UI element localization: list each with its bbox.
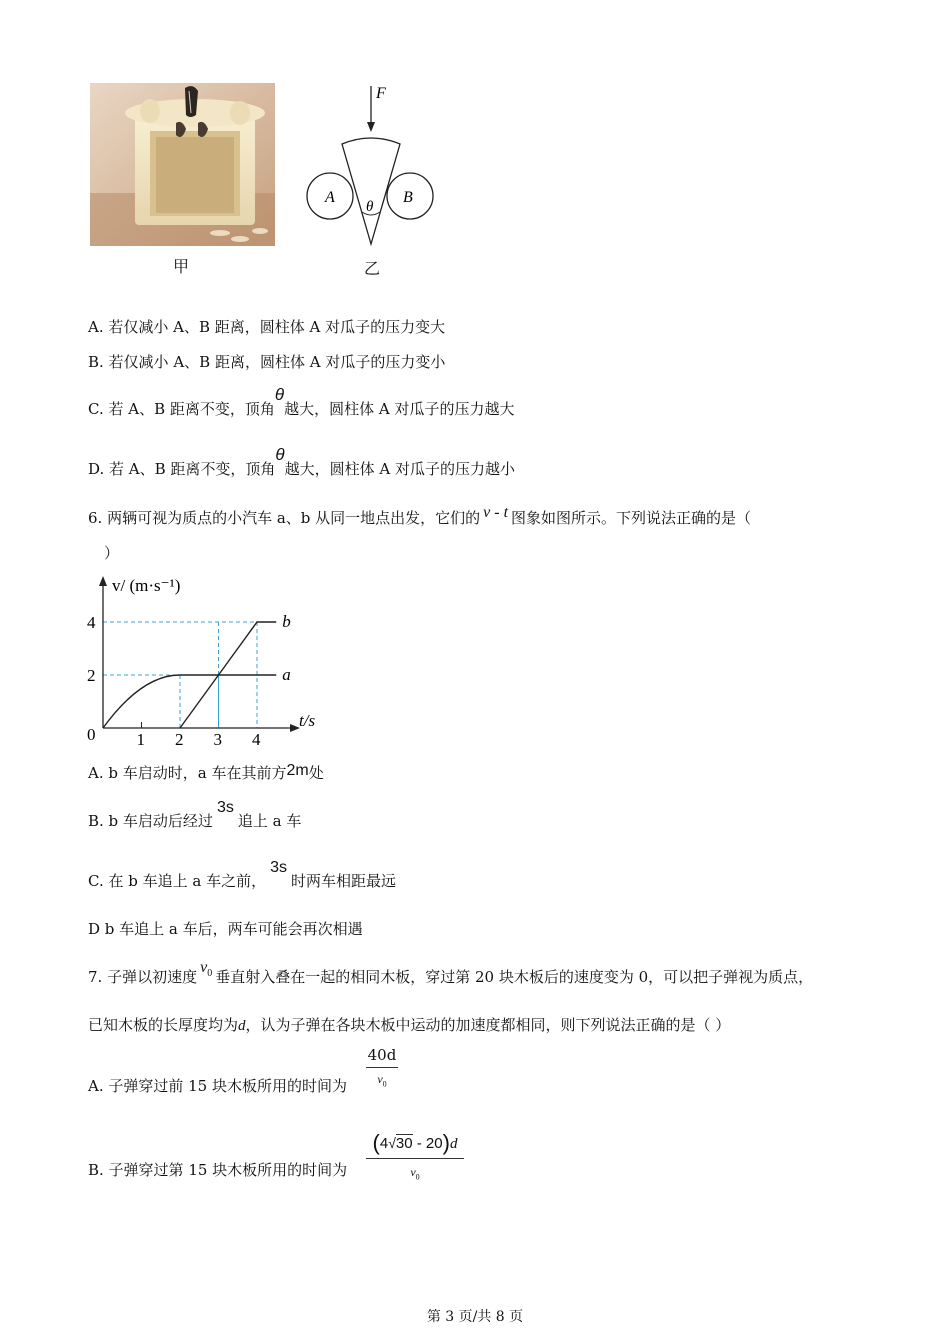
x-axis-label: t/s — [299, 711, 316, 730]
q6-option-a-pre: A. b 车启动时，a 车在其前方 — [88, 764, 287, 782]
q7-line1-post: 垂直射入叠在一起的相同木板，穿过第 20 块木板后的速度变为 0，可以把子弹视为质点， — [215, 968, 814, 986]
q6-option-b-val: 3s — [216, 799, 234, 816]
d-symbol: d — [238, 1018, 246, 1034]
q6-option-c-pre: C. 在 b 车追上 a 车之前， — [88, 872, 267, 890]
seed-cracker-photo — [90, 83, 275, 246]
diagram-caption: 乙 — [364, 259, 381, 278]
q5-option-c-post: 越大，圆柱体 A 对瓜子的压力越大 — [284, 400, 515, 418]
y-tick-label: 4 — [87, 613, 96, 632]
q6-option-d: D b 车追上 a 车后，两车可能会再次相遇 — [88, 920, 363, 938]
q7-option-a-fraction — [366, 1046, 398, 1088]
cylinder-b-label: B — [403, 189, 413, 206]
q6-stem-post: 图象如图所示。下列说法正确的是（ — [511, 509, 752, 527]
photo-caption: 甲 — [173, 257, 190, 276]
force-diagram — [300, 78, 450, 278]
q6-stem — [88, 504, 752, 528]
q7-option-b-fraction — [366, 1128, 464, 1181]
q6-option-a-val: 2m — [286, 762, 309, 779]
series-a-line — [103, 675, 276, 728]
q5-option-a: A. 若仅减小 A、B 距离，圆柱体 A 对瓜子的压力变大 — [88, 318, 446, 336]
q6-option-a-post: 处 — [308, 764, 324, 782]
q5-option-c — [88, 385, 515, 419]
vt-chart — [80, 572, 340, 752]
origin-label: 0 — [87, 725, 96, 744]
angle-label: θ — [366, 199, 374, 215]
q6-option-c-post: 时两车相距最远 — [291, 872, 397, 890]
x-tick-label: 4 — [252, 730, 261, 749]
q7-line2 — [88, 1014, 730, 1035]
fraction-denominator: $v_0$ — [377, 1072, 387, 1089]
photo-figure — [90, 83, 275, 246]
q7-option-a: A. 子弹穿过前 15 块木板所用的时间为 — [88, 1077, 347, 1095]
q5-option-d — [88, 445, 516, 479]
v0-symbol: $v_0$ — [200, 959, 213, 980]
cylinder-a-label: A — [325, 189, 335, 206]
x-tick-label: 2 — [175, 730, 184, 749]
x-tick-label: 1 — [136, 730, 145, 749]
q7-line1-pre: 7. 子弹以初速度 — [88, 968, 198, 986]
q6-stem-close: ） — [104, 544, 120, 562]
q6-option-a — [88, 762, 324, 783]
y-tick-label: 2 — [87, 666, 96, 685]
y-axis-label: v/ (m·s⁻¹) — [112, 576, 181, 595]
q5-option-d-pre: D. 若 A、B 距离不变，顶角 — [88, 460, 276, 478]
theta-symbol: θ — [274, 385, 285, 404]
series-a-label: a — [282, 665, 291, 684]
x-tick-label: 3 — [213, 730, 222, 749]
q7-line2-post: ，认为子弹在各块木板中运动的加速度都相同，则下列说法正确的是（ ） — [245, 1016, 731, 1034]
q5-option-b: B. 若仅减小 A、B 距离，圆柱体 A 对瓜子的压力变小 — [88, 353, 446, 371]
q7-line2-pre: 已知木板的长厚度均为 — [88, 1016, 239, 1034]
q7-option-b: B. 子弹穿过第 15 块木板所用的时间为 — [88, 1161, 348, 1179]
y-axis-arrow — [99, 576, 107, 586]
q6-option-c-val: 3s — [270, 859, 288, 876]
vt-symbol: v - t — [483, 504, 509, 521]
force-label: F — [376, 85, 386, 102]
q6-option-b-post: 追上 a 车 — [237, 812, 302, 830]
fraction-numerator: 40d — [367, 1046, 397, 1064]
series-b-label: b — [282, 612, 291, 631]
q7-line1 — [88, 959, 814, 989]
q6-option-b-pre: B. b 车启动后经过 — [88, 812, 213, 830]
q6-stem-pre: 6. 两辆可视为质点的小汽车 a、b 从同一地点出发，它们的 — [88, 509, 481, 527]
fraction-numerator: (4√30 - 20)d — [372, 1130, 458, 1155]
q5-option-c-pre: C. 若 A、B 距离不变，顶角 — [88, 400, 275, 418]
q6-option-b — [88, 799, 302, 831]
q5-option-d-post: 越大，圆柱体 A 对瓜子的压力越小 — [284, 460, 516, 478]
page-footer: 第 3 页/共 8 页 — [426, 1309, 524, 1325]
fraction-denominator: $v_0$ — [410, 1165, 420, 1182]
theta-symbol: θ — [275, 445, 285, 464]
q6-option-c — [88, 859, 397, 891]
